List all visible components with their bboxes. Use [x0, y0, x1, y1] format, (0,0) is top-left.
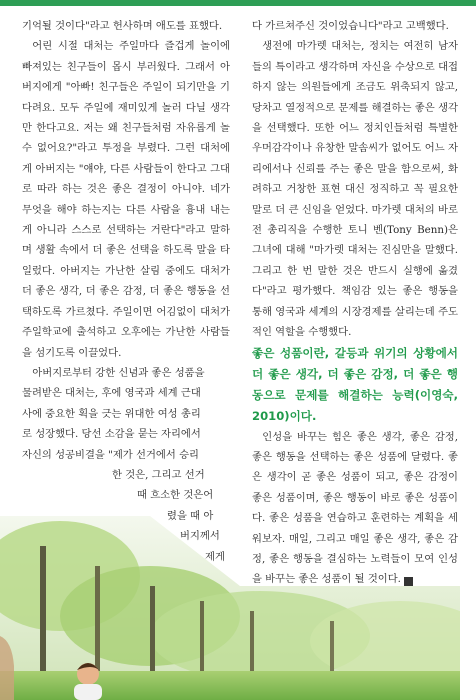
left-p3-line: 한 것은, 그리고 선거 [112, 468, 205, 481]
left-column [22, 16, 230, 567]
left-p3-line: 로 성장했다. 당선 소감을 묻는 자리에서 [22, 428, 201, 441]
left-p3-line: 물려받은 대처는, 후에 영국과 세계 근대 [22, 387, 201, 400]
highlight-quote: 좋은 성품이란, 갈등과 위기의 상황에서 더 좋은 생각, 더 좋은 감정, 더 좋은 행동으로 문제를 해결하는 능력(이영숙, 2010)이다. [252, 345, 458, 423]
left-paragraph-3 [22, 363, 230, 567]
left-p3-line: 렸을 때 아 [167, 509, 214, 522]
right-paragraph-2: 생전에 마가렛 대처는, 정치는 여전히 남자들의 특이라고 생각하며 자신을 수상으로 대접하지 않는 의원들에게 조금도 위축되지 않고, 당차고 열정적으로 문제를 해결하는 좋은 생각을 선택했다. 또한 어느 정치인들처럼 특별한 우머감각이나 유창한 말솜씨가 없어도 어느 자리에서나 신뢰를 주는 좋은 말을 함으로써, 화려하고 거창한 표현 대신 정직하고 꼭 필요한 말로 더 큰 신임을 얻었다. 마가렛 대처의 바로 전 총리직을 수행한 토니 벤(Tony Benn)은 그녀에 대해 "마가렛 대처는 진심만을 말했다. 그리고 한 번 말한 것은 반드시 실행에 옮겼다"라고 평가했다. 책임감 있는 좋은 행동을 통해 영국과 세계의 시장경제를 살리는데 주도적인 역할을 수행했다. [252, 40, 458, 339]
right-paragraph-3 [252, 427, 458, 590]
right-column [252, 16, 458, 590]
left-p3-line: 제게 [205, 550, 225, 563]
end-mark-icon: N [404, 577, 413, 586]
left-paragraph-2: 어린 시절 대처는 주일마다 즐겁게 놀이에 빠져있는 친구들이 몹시 부러웠다. 그래서 아버지에게 "아빠! 친구들은 주일이 되기만을 기다려요. 모두 주일에 재미있게 놀러 다닐 생각만 한다고요. 저는 왜 친구들처럼 자유롭게 놀 수 없어요?"라고 투정을 부렸다. 그런 대처에게 아버지는 "얘야, 다른 사람들이 한다고 그대로 따라 하는 것은 좋은 결정이 아니야. 네가 무엇을 해야 하는지는 다른 사람을 흉내 내는 게 아니라 스스로 선택하는 거란다"라고 말하며 생활 속에서 더 좋은 선택을 하도록 말을 타일렀다. 아버지는 가난한 살림 중에도 대처가 더 좋은 생각, 더 좋은 감정, 더 좋은 행동을 선택하도록 가르쳤다. 주일이면 어김없이 대처가 주일학교에 출석하고 오후에는 가난한 사람들을 섬기도록 이끌었다. [22, 40, 230, 359]
left-p3-line: 때 흐소한 것은어 [137, 489, 214, 502]
left-p3-line: 아버지로부터 강한 신념과 좋은 성품을 [32, 366, 205, 379]
top-accent-bar [0, 0, 476, 6]
right-paragraph-1: 다 가르쳐주신 것이었습니다"라고 고백했다. [252, 20, 449, 32]
left-p3-line: 사에 중요한 획을 긋는 위대한 여성 총리 [22, 407, 201, 420]
left-p3-line: 자신의 성공비결을 "제가 선거에서 승리 [22, 448, 199, 461]
left-p3-line: 버지께서 [180, 530, 220, 543]
left-paragraph-1: 기억될 것이다"라고 헌사하며 애도를 표했다. [22, 20, 223, 32]
right-paragraph-3-text: 인성을 바꾸는 힘은 좋은 생각, 좋은 감정, 좋은 행동을 선택하는 좋은 성품에 달렸다. 좋은 생각이 곧 좋은 성품이 되고, 좋은 감정이 좋은 성품이며, 좋은 행동이 바로 좋은 성품이다. 좋은 성품을 연습하고 훈련하는 계획을 세워보자. 매일, 그리고 매일 좋은 생각, 좋은 감정, 좋은 행동을 결심하는 노력들이 모여 인성을 바꾸는 좋은 성품이 될 것이다. [252, 430, 458, 586]
